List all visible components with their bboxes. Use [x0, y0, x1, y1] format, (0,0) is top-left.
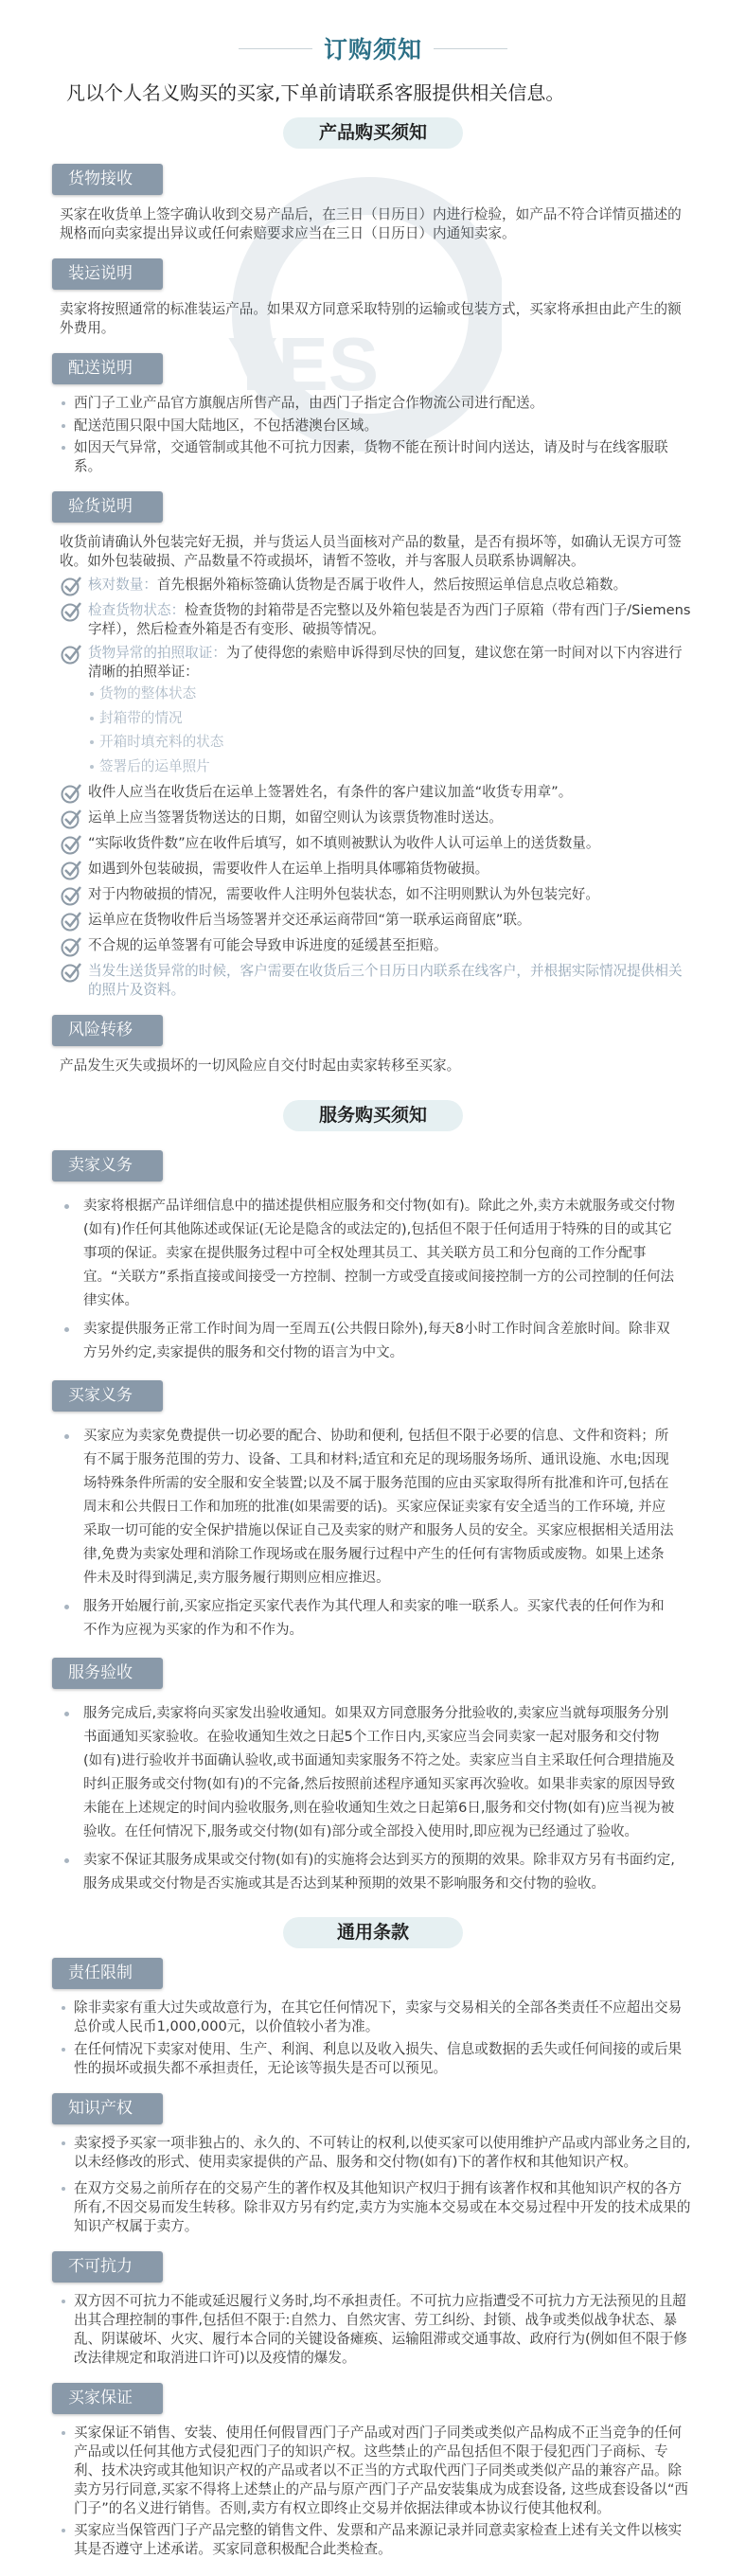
item-text: 双方因不可抗力不能或延迟履行义务时,均不承担责任。不可抗力应指遭受不可抗力方无法预见的且超出其合理控制的事件,包括但不限于:自然力、自然灾害、劳工纠纷、封锁、战争或类似战争状态、暴乱、阴谋破坏、火灾、履行本合同的关键设备瘫痪、运输阻滞或交通事故、政府行为(例如但不限于修改法律规定和取消进口许可)以及疫情的爆发。 — [74, 2292, 687, 2366]
buyer-obligations-list — [62, 1425, 678, 1643]
check-icon — [60, 885, 88, 906]
photo-list — [88, 682, 692, 778]
list-item — [62, 1702, 678, 1844]
list-item — [62, 1318, 678, 1365]
check-item — [60, 911, 692, 932]
item-text: 卖家不保证其服务成果或交付物(如有)的实施将会达到买方的预期的效果。除非双方另有书面约定,服务成果或交付物是否实施或其是否达到某种预期的效果不影响服务和交付物的验收。 — [83, 1853, 675, 1892]
check-label: 货物异常的拍照取证： — [88, 645, 226, 661]
list-item — [60, 438, 692, 476]
item-text: 西门子工业产品官方旗舰店所售产品，由西门子指定合作物流公司进行配送。 — [74, 395, 544, 411]
bullet-icon — [64, 1327, 69, 1332]
check-icon — [60, 783, 88, 804]
list-item — [60, 2134, 692, 2172]
tag-buyer-obligations: 买家义务 — [52, 1380, 163, 1412]
section-heading-general: 通用条款 — [283, 1917, 463, 1948]
risk-text: 产品发生灭失或损坏的一切风险应自交付时起由卖家转移至买家。 — [60, 1057, 461, 1074]
check-text: 如遇到外包装破损，需要收件人在运单上指明具体哪箱货物破损。 — [88, 861, 489, 877]
check-text: 为了使得您的索赔申诉得到尽快的回复，建议您在第一时间对以下内容进行清晰的拍照举证： — [88, 645, 683, 680]
tag-ip: 知识产权 — [52, 2093, 163, 2124]
page-header — [0, 30, 746, 66]
tag-receipt: 货物接收 — [52, 164, 163, 195]
divider — [239, 48, 312, 49]
check-icon — [60, 644, 88, 665]
list-item — [60, 417, 692, 435]
check-item — [60, 783, 692, 804]
check-icon — [60, 936, 88, 957]
item-text: 买家应为卖家免费提供一切必要的配合、协助和便利, 包括但不限于必要的信息、文件和资料；所有不属于服务范围的劳力、设备、工具和材料;适宜和充足的现场服务场所、通讯设施、水电;因现场特殊条件所需的安全服和安全装置;以及不属于服务范围的应由买家取得所有批准和许可,包括在周末和公共假日工作和加班的批准(如果需要的话)。买家应保证卖家有安全适当的工作环境, 并应采取一切可能的安全保护措施以保证自己及卖家的财产和服务人员的安全。买家应根据相关适用法律,免费为卖家处理和消除工作现场或在服务履行过程中产生的任何有害物质或废物。如果上述条件未及时得到满足,卖方服务履行期则应相应推迟。 — [83, 1429, 674, 1586]
item-text: 服务开始履行前,买家应指定买家代表作为其代理人和卖家的唯一联系人。买家代表的任何作为和不作为应视为买家的作为和不作为。 — [83, 1599, 665, 1638]
check-item — [60, 860, 692, 880]
bullet-icon — [62, 2529, 65, 2532]
photo-item: 货物的整体状态 — [88, 682, 692, 706]
list-item — [60, 394, 692, 413]
photo-item: 签署后的运单照片 — [88, 755, 692, 779]
bullet-icon — [62, 2006, 65, 2010]
list-item — [60, 2424, 692, 2518]
buyer-warranty-list — [60, 2424, 692, 2560]
check-icon — [60, 860, 88, 880]
tag-buyer-warranty: 买家保证 — [52, 2383, 163, 2414]
check-item — [60, 936, 692, 957]
delivery-list — [60, 394, 692, 476]
bullet-icon — [62, 2431, 65, 2435]
check-text: 收件人应当在收货后在运单上签署姓名，有条件的客户建议加盖“收货专用章”。 — [88, 784, 573, 800]
check-text: 运单应在货物收件后当场签署并交还承运商带回“第一联承运商留底”联。 — [88, 912, 531, 928]
tag-delivery: 配送说明 — [52, 353, 163, 384]
liability-list — [60, 1999, 692, 2078]
item-text: 如因天气异常，交通管制或其他不可抗力因素，货物不能在预计时间内送达，请及时与在线客服联系。 — [74, 439, 668, 474]
item-text: 在任何情况下卖家对使用、生产、利润、利息以及收入损失、信息或数据的丢失或任何间接的或后果性的损坏或损失都不承担责任，无论该等损失是否可以预见。 — [74, 2040, 683, 2076]
check-icon — [60, 808, 88, 829]
bullet-icon — [64, 1434, 69, 1439]
tag-service-acceptance: 服务验收 — [52, 1658, 163, 1689]
check-icon — [60, 834, 88, 855]
check-item — [60, 808, 692, 829]
photo-item: 开箱时填充料的状态 — [88, 730, 692, 755]
service-acceptance-list — [62, 1702, 678, 1896]
section-heading-service: 服务购买须知 — [283, 1100, 463, 1131]
bullet-icon — [62, 401, 65, 405]
bullet-icon — [64, 1712, 69, 1716]
item-text: 配送范围只限中国大陆地区，不包括港澳台区域。 — [74, 417, 379, 434]
check-icon — [60, 601, 88, 622]
tag-risk: 风险转移 — [52, 1015, 163, 1046]
tag-inspection: 验货说明 — [52, 491, 163, 523]
check-label: 检查货物状态： — [88, 602, 186, 618]
inspection-checklist — [60, 576, 692, 1000]
list-item — [60, 2521, 692, 2559]
list-item — [62, 1195, 678, 1313]
photo-item: 封箱带的情况 — [88, 706, 692, 731]
notice-text: 凡以个人名义购买的买家,下单前请联系客服提供相关信息。 — [66, 81, 565, 104]
item-text: 卖家提供服务正常工作时间为周一至周五(公共假日除外),每天8小时工作时间含差旅时间。除非双方另外约定,卖家提供的服务和交付物的语言为中文。 — [83, 1322, 670, 1360]
item-text: 买家应当保管西门子产品完整的销售文件、发票和产品来源记录并同意卖家检查上述有关文件以核实其是否遵守上述承诺。买家同意积极配合此类检查。 — [74, 2522, 683, 2557]
page-title: 订购须知 — [323, 36, 422, 63]
bullet-icon — [62, 2187, 65, 2191]
bullet-icon — [64, 1858, 69, 1863]
section-heading-product: 产品购买须知 — [283, 117, 463, 149]
list-item — [62, 1849, 678, 1896]
check-item — [60, 834, 692, 855]
check-icon — [60, 911, 88, 932]
item-text: 买家保证不销售、安装、使用任何假冒西门子产品或对西门子同类或类似产品构成不正当竞争的任何产品或以任何其他方式侵犯西门子的知识产权。这些禁止的产品包括但不限于侵犯西门子商标、专利、技术决窍或其他知识产权的产品或者以不正当的方式取代西门子同类或类似产品的兼容产品。除卖方另行同意,买家不得将上述禁止的产品与原产西门子产品安装集成为成套设备, 这些成套设备以“西门子”的名义进行销售。否则,卖方有权立即终止交易并依据法律或本协议行使其他权利。 — [74, 2424, 689, 2516]
item-text: 除非卖家有重大过失或故意行为，在其它任何情况下，卖家与交易相关的全部各类责任不应超出交易总价或人民币1,000,000元，以价值较小者为准。 — [74, 1999, 683, 2034]
tag-seller-obligations: 卖家义务 — [52, 1150, 163, 1181]
seller-obligations-list — [62, 1195, 678, 1365]
check-text: 对于内物破损的情况，需要收件人注明外包装状态，如不注明则默认为外包装完好。 — [88, 886, 599, 902]
check-text: 不合规的运单签署有可能会导致申诉进度的延缓甚至拒赔。 — [88, 937, 448, 953]
tag-liability: 责任限制 — [52, 1958, 163, 1989]
inspection-text: 收货前请确认外包装完好无损，并与货运人员当面核对产品的数量，是否有损坏等，如确认无误方可签收。如外包装破损、产品数量不符或损坏，请暂不签收，并与客服人员联系协调解决。 — [60, 534, 682, 569]
check-item — [60, 576, 692, 596]
bullet-icon — [64, 1204, 69, 1209]
list-item — [62, 1595, 678, 1643]
list-item — [60, 1999, 692, 2036]
item-text: 在双方交易之前所存在的交易产生的著作权及其他知识产权归于拥有该著作权和其他知识产权的各方所有,不因交易而发生转移。除非双方另有约定,卖方为实施本交易或在本交易过程中开发的技术成果的知识产权属于卖方。 — [74, 2179, 691, 2234]
list-item — [60, 2292, 692, 2368]
check-text: 首先根据外箱标签确认货物是否属于收件人，然后按照运单信息点收总箱数。 — [156, 577, 628, 593]
item-text: 卖家授予买家一项非独占的、永久的、不可转让的权利,以使买家可以使用维护产品或内部业务之目的,以未经修改的形式、使用卖家提供的产品、服务和交付物(如有)下的著作权和其他知识产权。 — [74, 2134, 691, 2170]
check-text: “实际收货件数”应在收件后填写，如不填则被默认为收件人认可运单上的送货数量。 — [88, 835, 600, 851]
divider — [434, 48, 507, 49]
check-text: 检查货物的封箱带是否完整以及外箱包装是否为西门子原箱（带有西门子/Siemens字样），然后检查外箱是否有变形、破损等情况。 — [88, 602, 691, 637]
force-majeure-list — [60, 2292, 692, 2368]
tag-shipping: 装运说明 — [52, 258, 163, 290]
check-icon — [60, 576, 88, 596]
list-item — [60, 2040, 692, 2078]
check-label: 核对数量： — [88, 577, 157, 593]
list-item — [62, 1425, 678, 1590]
list-item — [60, 2179, 692, 2236]
check-text: 当发生送货异常的时候，客户需要在收货后三个日历日内联系在线客户，并根据实际情况提供相关的照片及资料。 — [88, 963, 683, 998]
receipt-text: 买家在收货单上签字确认收到交易产品后，在三日（日历日）内进行检验，如产品不符合详情页描述的规格而向卖家提出异议或任何索赔要求应当在三日（日历日）内通知卖家。 — [60, 206, 682, 241]
check-item — [60, 601, 692, 639]
bullet-icon — [62, 2141, 65, 2145]
bullet-icon — [62, 446, 65, 450]
bullet-icon — [64, 1605, 69, 1609]
check-icon — [60, 962, 88, 983]
check-item — [60, 962, 692, 1000]
bullet-icon — [62, 424, 65, 428]
bullet-icon — [62, 2300, 65, 2303]
tag-force-majeure: 不可抗力 — [52, 2251, 163, 2283]
check-item — [60, 644, 692, 682]
item-text: 卖家将根据产品详细信息中的描述提供相应服务和交付物(如有)。除此之外,卖方未就服务或交付物(如有)作任何其他陈述或保证(无论是隐含的或法定的),包括但不限于任何适用于特殊的目的或其它事项的保证。卖家在提供服务过程中可全权处理其员工、其关联方员工和分包商的工作分配事宜。“关联方”系指直接或间接受一方控制、控制一方或受直接或间接控制一方的公司控制的任何法律实体。 — [83, 1199, 675, 1308]
item-text: 服务完成后,卖家将向买家发出验收通知。如果双方同意服务分批验收的,卖家应当就每项服务分别书面通知买家验收。在验收通知生效之日起5个工作日内,买家应当会同卖家一起对服务和交付物(如有)进行验收并书面确认验收,或书面通知卖家服务不符之处。卖家应当自主采取任何合理措施及时纠正服务或交付物(如有)的不完备,然后按照前述程序通知买家再次验收。如果非卖家的原因导致未能在上述规定的时间内验收服务,则在验收通知生效之日起第6日,服务和交付物(如有)应当视为被验收。在任何情况下,服务或交付物(如有)部分或全部投入使用时,即应视为已经通过了验收。 — [83, 1706, 675, 1839]
bullet-icon — [62, 2048, 65, 2052]
shipping-text: 卖家将按照通常的标准装运产品。如果双方同意采取特别的运输或包装方式，买家将承担由此产生的额外费用。 — [60, 301, 682, 336]
check-item — [60, 885, 692, 906]
check-text: 运单上应当签署货物送达的日期，如留空则认为该票货物准时送达。 — [88, 809, 503, 826]
svg-text:YES: YES — [227, 322, 380, 406]
ip-list — [60, 2134, 692, 2236]
